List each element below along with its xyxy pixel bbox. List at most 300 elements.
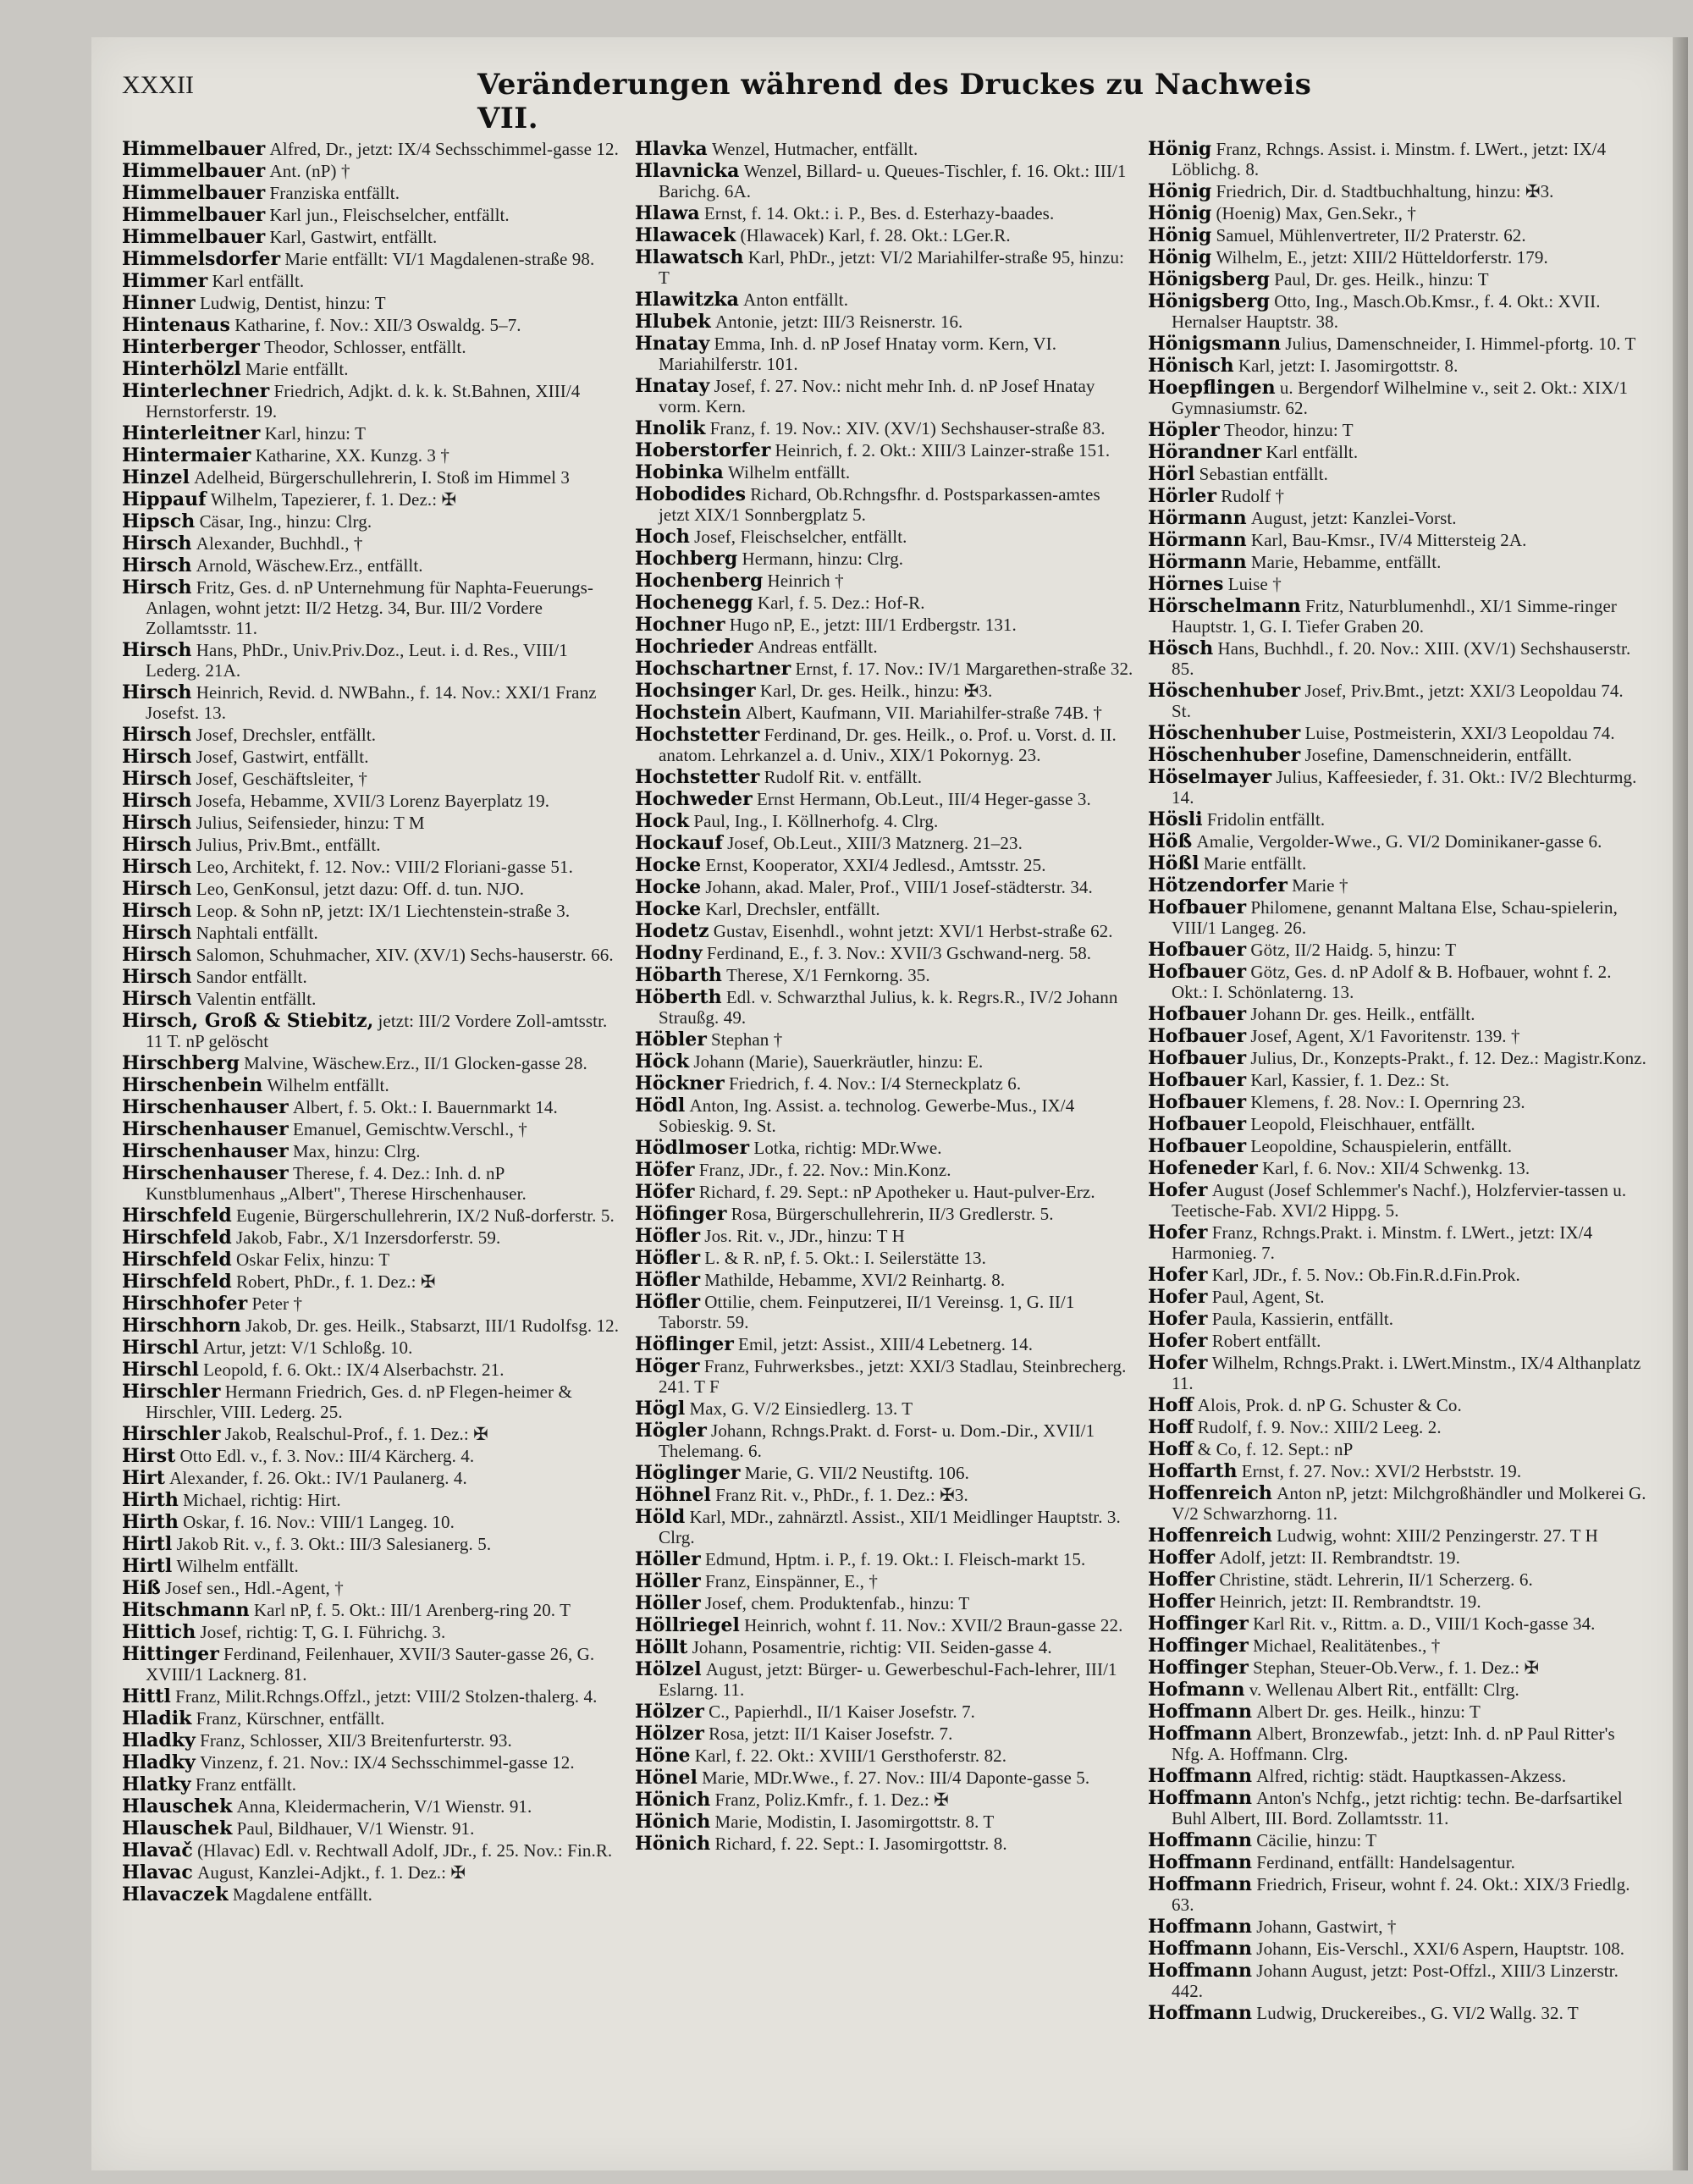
entry-name: Hösli [1148, 808, 1203, 830]
entry-detail: Marie entfällt: VI/1 Magdalenen-straße 98. [284, 249, 595, 269]
entry-name: Hirsch [122, 790, 192, 812]
entry-name: Hirschl [122, 1337, 199, 1359]
directory-entry [1148, 1417, 1647, 1437]
entry-detail: Johann, Rchngs.Prakt. d. Forst- u. Dom.-Dir., XVII/1 Thelemang. 6. [659, 1420, 1095, 1461]
entry-detail: Friedrich, Adjkt. d. k. k. St.Bahnen, XIII/4 Hernstorferstr. 19. [146, 381, 581, 422]
page-header [122, 64, 1324, 135]
directory-entry [635, 312, 1134, 332]
directory-entry [1148, 1613, 1647, 1634]
directory-entry [1148, 1309, 1647, 1329]
entry-detail: Karl, jetzt: I. Jasomirgottstr. 8. [1238, 356, 1459, 376]
entry-name: Höbler [635, 1029, 707, 1051]
entry-name: Hirsch [122, 966, 192, 988]
directory-entry [1148, 1461, 1647, 1481]
directory-entry [635, 1226, 1134, 1246]
entry-name: Hofbauer [1148, 896, 1247, 918]
entry-detail: Leop. & Sohn nP, jetzt: IX/1 Liechtenstein-straße 3. [196, 901, 571, 921]
entry-name: Hoff [1148, 1394, 1194, 1416]
directory-entry [1148, 962, 1647, 1002]
entry-detail: Josef, richtig: T, G. I. Führichg. 3. [200, 1622, 446, 1642]
entry-name: Hittl [122, 1685, 171, 1707]
entry-name: Höllt [635, 1636, 688, 1658]
entry-detail: Christine, städt. Lehrerin, II/1 Scherzerg. 6. [1219, 1569, 1533, 1590]
directory-entry [1148, 831, 1647, 852]
entry-detail: Klemens, f. 28. Nov.: I. Opernring 23. [1250, 1092, 1525, 1112]
entry-name: Höfler [635, 1269, 701, 1291]
entry-detail: Franz Rit. v., PhDr., f. 1. Dez.: ✠3. [715, 1485, 968, 1505]
directory-entry [1148, 1874, 1647, 1915]
entry-name: Hirth [122, 1511, 179, 1533]
entry-detail: Malvine, Wäschew.Erz., II/1 Glocken-gasse 28. [244, 1053, 587, 1073]
entry-detail: Rosa, jetzt: II/1 Kaiser Josefstr. 7. [709, 1723, 953, 1744]
entry-detail: Franz entfällt. [195, 1774, 297, 1795]
entry-detail: Albert, Bronzewfab., jetzt: Inh. d. nP Paul Ritter's Nfg. A. Hoffmann. Clrg. [1172, 1723, 1615, 1764]
directory-entry [1148, 1591, 1647, 1612]
entry-detail: Friedrich, f. 4. Nov.: I/4 Sterneckplatz 6. [728, 1073, 1022, 1094]
directory-entry [122, 1490, 621, 1510]
entry-detail: Anton entfällt. [743, 290, 849, 310]
entry-detail: Sandor entfällt. [196, 967, 307, 987]
entry-detail: Albert Dr. ges. Heilk., hinzu: T [1256, 1701, 1481, 1722]
entry-detail: Marie, MDr.Wwe., f. 27. Nov.: III/4 Daponte-gasse 5. [702, 1768, 1090, 1788]
entry-name: Hörnes [1148, 573, 1224, 595]
entry-detail: Karl, JDr., f. 5. Nov.: Ob.Fin.R.d.Fin.Prok. [1211, 1265, 1520, 1285]
entry-detail: Luise † [1227, 574, 1282, 594]
entry-name: Hoch [635, 526, 690, 548]
entry-detail: Karl, f. 22. Okt.: XVIII/1 Gersthoferstr. 82. [694, 1746, 1007, 1766]
entry-detail: Emil, jetzt: Assist., XIII/4 Lebetnerg. 14. [738, 1334, 1034, 1354]
entry-detail: Johann, akad. Maler, Prof., VIII/1 Josef-städterstr. 34. [705, 877, 1093, 897]
entry-detail: Leopold, Fleischhauer, entfällt. [1250, 1114, 1475, 1134]
entry-name: Himmelbauer [122, 139, 266, 160]
entry-name: Hirsch [122, 900, 192, 922]
directory-entry [635, 855, 1134, 875]
directory-entry [635, 203, 1134, 223]
page-number: XXXII [122, 71, 194, 99]
directory-entry [1148, 1547, 1647, 1568]
directory-entry [635, 1334, 1134, 1354]
entry-name: Hlauschek [122, 1817, 233, 1839]
directory-entry [635, 1593, 1134, 1613]
directory-entry [1148, 1136, 1647, 1156]
directory-entry [122, 1686, 621, 1707]
directory-entry [635, 1138, 1134, 1158]
entry-name: Hochstein [635, 702, 742, 724]
entry-name: Hönich [635, 1833, 711, 1855]
entry-name: Högler [635, 1420, 707, 1442]
entry-name: Hirschfeld [122, 1271, 232, 1293]
entry-detail: Alfred, Dr., jetzt: IX/4 Sechsschimmel-gasse 12. [269, 139, 619, 159]
entry-detail: Rudolf, f. 9. Nov.: XIII/2 Leeg. 2. [1197, 1417, 1442, 1437]
entry-name: Hirsch [122, 554, 192, 576]
entry-detail: Andreas entfällt. [758, 637, 878, 657]
directory-entry [1148, 853, 1647, 874]
entry-detail: Paul, Dr. ges. Heilk., hinzu: T [1274, 269, 1489, 290]
entry-detail: Richard, f. 22. Sept.: I. Jasomirgottstr. 8. [714, 1834, 1007, 1854]
directory-entry [635, 247, 1134, 288]
directory-entry [1148, 508, 1647, 528]
entry-name: Hirschenhauser [122, 1140, 289, 1162]
entry-name: Hörmann [1148, 507, 1247, 529]
directory-entry [122, 1293, 621, 1314]
entry-name: Hirt [122, 1467, 165, 1489]
entry-detail: Leopoldine, Schauspielerin, entfällt. [1250, 1136, 1513, 1156]
directory-entry [635, 571, 1134, 591]
directory-entry [1148, 225, 1647, 245]
entry-detail: Ferdinand, E., f. 3. Nov.: XVII/3 Gschwand-nerg. 58. [706, 943, 1092, 963]
directory-entry [635, 1701, 1134, 1722]
directory-entry [122, 423, 621, 444]
entry-detail: Michael, Realitätenbes., † [1253, 1635, 1441, 1656]
entry-name: Höberth [635, 986, 722, 1008]
entry-name: Hönig [1148, 139, 1212, 160]
directory-entry [1148, 291, 1647, 332]
directory-entry [122, 1730, 621, 1751]
entry-detail: Ferdinand, entfällt: Handelsagentur. [1256, 1852, 1515, 1872]
entry-name: Hönich [635, 1811, 711, 1833]
entry-detail: Wilhelm, E., jetzt: XIII/2 Hütteldorferstr. 179. [1216, 247, 1548, 267]
entry-detail: Marie entfällt. [245, 359, 349, 379]
directory-entry [1148, 1657, 1647, 1678]
entry-detail: Paul, Ing., I. Köllnerhofg. 4. Clrg. [693, 811, 939, 831]
entry-name: Hodny [635, 942, 703, 964]
entry-detail: Paul, Bildhauer, V/1 Wienstr. 91. [236, 1818, 475, 1839]
entry-name: Hochner [635, 614, 725, 636]
directory-columns [122, 139, 1646, 2154]
directory-entry [1148, 203, 1647, 223]
entry-detail: C., Papierhdl., II/1 Kaiser Josefstr. 7. [709, 1701, 976, 1722]
entry-detail: Karl, f. 5. Dez.: Hof-R. [757, 593, 925, 613]
entry-detail: August, Kanzlei-Adjkt., f. 1. Dez.: ✠ [197, 1862, 466, 1883]
entry-detail: Ant. (nP) † [269, 161, 350, 181]
entry-detail: Josefa, Hebamme, XVII/3 Lorenz Bayerplatz 19. [196, 791, 550, 811]
entry-name: Hodetz [635, 920, 709, 942]
entry-detail: Wilhelm, Tapezierer, f. 1. Dez.: ✠ [210, 489, 457, 510]
entry-name: Hlavnicka [635, 160, 740, 182]
entry-detail: Stephan † [711, 1029, 783, 1050]
entry-detail: Franz, JDr., f. 22. Nov.: Min.Konz. [698, 1160, 951, 1180]
directory-entry [1148, 1483, 1647, 1524]
directory-entry [1148, 1635, 1647, 1656]
entry-name: Himmelbauer [122, 182, 266, 204]
entry-name: Hitschmann [122, 1599, 250, 1621]
entry-name: Hirschl [122, 1359, 199, 1381]
entry-name: Himmer [122, 270, 208, 292]
entry-name: Hönig [1148, 246, 1212, 268]
entry-detail: (Hlawacek) Karl, f. 28. Okt.: LGer.R. [740, 225, 1011, 245]
entry-detail: Rudolf Rit. v. entfällt. [764, 767, 923, 787]
entry-name: Hönigsmann [1148, 333, 1282, 355]
entry-name: Hlavač [122, 1839, 193, 1861]
entry-name: Höselmayer [1148, 766, 1272, 788]
entry-detail: Ludwig, Dentist, hinzu: T [199, 293, 386, 313]
entry-name: Hochenberg [635, 570, 764, 592]
entry-detail: Heinrich, Revid. d. NWBahn., f. 14. Nov.: XXI/1 Franz Josefst. 13. [146, 682, 597, 723]
directory-entry [1148, 1070, 1647, 1090]
column-1 [122, 139, 621, 2154]
entry-name: Höller [635, 1592, 701, 1614]
entry-name: Hirsch [122, 922, 192, 944]
entry-detail: Karl Rit. v., Rittm. a. D., VIII/1 Koch-gasse 34. [1253, 1613, 1596, 1634]
directory-entry [1148, 1222, 1647, 1263]
directory-entry [635, 767, 1134, 787]
directory-entry [122, 1163, 621, 1204]
entry-detail: Albert, Kaufmann, VII. Mariahilfer-straße 74B. † [746, 703, 1102, 723]
entry-detail: Karl jun., Fleischselcher, entfällt. [269, 205, 510, 225]
directory-entry [122, 1622, 621, 1642]
entry-detail: Ernst, Kooperator, XXI/4 Jedlesd., Amtsstr. 25. [705, 855, 1046, 875]
directory-entry [635, 1659, 1134, 1700]
directory-entry [635, 484, 1134, 525]
entry-detail: Julius, Damenschneider, I. Himmel-pfortg. 10. T [1285, 334, 1636, 354]
entry-detail: v. Wellenau Albert Rit., entfällt: Clrg. [1249, 1679, 1519, 1700]
entry-name: Hlatky [122, 1773, 191, 1795]
entry-detail: Josef, Geschäftsleiter, † [196, 769, 368, 789]
entry-name: Hoffer [1148, 1547, 1216, 1569]
entry-detail: Franz, Rchngs.Prakt. i. Minstm. f. LWert., jetzt: IX/4 Harmonieg. 7. [1172, 1222, 1593, 1263]
entry-name: Hocke [635, 876, 702, 898]
entry-detail: Karl entfällt. [212, 271, 305, 291]
entry-detail: Paula, Kassierin, entfällt. [1211, 1309, 1394, 1329]
entry-name: Hörl [1148, 463, 1195, 485]
entry-detail: Adolf, jetzt: II. Rembrandtstr. 19. [1219, 1547, 1460, 1568]
entry-detail: Friedrich, Friseur, wohnt f. 24. Okt.: XIX/3 Friedlg. 63. [1172, 1874, 1630, 1915]
entry-name: Höfer [635, 1159, 695, 1181]
entry-name: Hlawitzka [635, 289, 739, 311]
entry-name: Hösch [1148, 637, 1214, 659]
directory-entry [1148, 574, 1647, 594]
directory-entry [122, 271, 621, 291]
entry-name: Höllriegel [635, 1614, 740, 1636]
entry-detail: Otto, Ing., Masch.Ob.Kmsr., f. 4. Okt.: XVII. Hernalser Hauptstr. 38. [1172, 291, 1601, 332]
directory-entry [122, 879, 621, 899]
directory-entry [635, 225, 1134, 245]
entry-detail: Philomene, genannt Maltana Else, Schau-spielerin, VIII/1 Langeg. 26. [1172, 897, 1618, 938]
entry-detail: Rudolf † [1221, 486, 1285, 506]
entry-detail: Edl. v. Schwarzthal Julius, k. k. Regrs.R., IV/2 Johann Straußg. 49. [659, 987, 1118, 1028]
entry-name: Hößl [1148, 852, 1199, 874]
entry-detail: Franz, Milit.Rchngs.Offzl., jetzt: VIII/2 Stolzen-thalerg. 4. [175, 1686, 598, 1707]
directory-entry [1148, 1569, 1647, 1590]
entry-detail: Wilhelm, Rchngs.Prakt. i. LWert.Minstm., IX/4 Althanplatz 11. [1172, 1353, 1641, 1393]
entry-name: Hoffmann [1148, 1701, 1253, 1723]
directory-entry [1148, 356, 1647, 376]
directory-entry [122, 989, 621, 1009]
directory-entry [1148, 530, 1647, 550]
entry-detail: Marie, Hebamme, entfällt. [1250, 552, 1442, 572]
entry-detail: Marie entfällt. [1203, 853, 1307, 874]
entry-detail: Jakob, Dr. ges. Heilk., Stabsarzt, III/1 Rudolfsg. 12. [245, 1315, 620, 1336]
entry-name: Höhnel [635, 1484, 711, 1506]
entry-name: Hinterlechner [122, 380, 270, 402]
directory-entry [122, 1468, 621, 1488]
entry-name: Hörler [1148, 485, 1216, 507]
entry-name: Hirsch [122, 944, 192, 966]
directory-entry [635, 987, 1134, 1028]
directory-entry [635, 965, 1134, 985]
entry-detail: Theodor, hinzu: T [1224, 420, 1354, 440]
directory-entry [635, 615, 1134, 635]
entry-name: Hirschfeld [122, 1249, 232, 1271]
entry-detail: Jakob Rit. v., f. 3. Okt.: III/3 Salesianerg. 5. [176, 1534, 492, 1554]
entry-detail: Naphtali entfällt. [196, 923, 318, 943]
directory-entry [635, 1270, 1134, 1290]
entry-detail: Stephan, Steuer-Ob.Verw., f. 1. Dez.: ✠ [1253, 1657, 1540, 1678]
entry-name: Himmelbauer [122, 226, 266, 248]
entry-name: Hirsch [122, 988, 192, 1010]
entry-detail: Salomon, Schuhmacher, XIV. (XV/1) Sechs-hauserstr. 66. [196, 945, 614, 965]
directory-entry [122, 511, 621, 532]
entry-detail: Mathilde, Hebamme, XVI/2 Reinhartg. 8. [704, 1270, 1006, 1290]
entry-name: Hobinka [635, 461, 724, 483]
entry-name: Hipsch [122, 510, 196, 532]
entry-detail: Karl, hinzu: T [264, 423, 367, 444]
entry-name: Hocke [635, 898, 702, 920]
entry-detail: Friedrich, Dir. d. Stadtbuchhaltung, hinzu: ✠3. [1216, 181, 1554, 201]
entry-detail: Wenzel, Hutmacher, entfällt. [711, 139, 918, 159]
entry-detail: Fritz, Naturblumenhdl., XI/1 Simme-ringer Hauptstr. 1, G. I. Tiefer Graben 20. [1172, 596, 1617, 637]
directory-entry [1148, 1158, 1647, 1178]
directory-entry [1148, 1525, 1647, 1546]
entry-name: Hofeneder [1148, 1157, 1258, 1179]
entry-name: Hörmann [1148, 551, 1247, 573]
entry-detail: Ferdinand, Dr. ges. Heilk., o. Prof. u. Vorst. d. II. anatom. Lehrkanzel a. d. Univ., XIX/1 Pokornyg. 23. [659, 725, 1117, 765]
entry-name: Hock [635, 810, 690, 832]
entry-name: Hinterleitner [122, 422, 261, 444]
directory-entry [122, 315, 621, 335]
directory-entry [122, 205, 621, 225]
directory-entry [635, 1073, 1134, 1094]
directory-entry [635, 899, 1134, 919]
directory-entry [122, 337, 621, 357]
directory-entry [122, 577, 621, 638]
entry-detail: August, jetzt: Kanzlei-Vorst. [1250, 508, 1457, 528]
directory-entry [1148, 1723, 1647, 1764]
directory-entry [1148, 1788, 1647, 1828]
entry-detail: Franz, Rchngs. Assist. i. Minstm. f. LWert., jetzt: IX/4 Löblichg. 8. [1172, 139, 1607, 179]
directory-entry [1148, 1004, 1647, 1024]
directory-entry [1148, 1939, 1647, 1959]
entry-detail: Franz, Schlosser, XII/3 Breitenfurterstr. 93. [200, 1730, 512, 1751]
directory-entry [1148, 442, 1647, 462]
entry-detail: Hans, Buchhdl., f. 20. Nov.: XIII. (XV/1) Sechshauserstr. 85. [1172, 638, 1631, 679]
directory-entry [1148, 745, 1647, 765]
entry-detail: Ernst, f. 27. Nov.: XVI/2 Herbststr. 19. [1241, 1461, 1522, 1481]
directory-entry [122, 1271, 621, 1292]
entry-name: Hnatay [635, 375, 710, 397]
entry-detail: Anton, Ing. Assist. a. technolog. Gewerbe-Mus., IX/4 Sobieskig. 9. St. [659, 1095, 1075, 1136]
entry-detail: Cäcilie, hinzu: T [1256, 1830, 1377, 1850]
directory-entry [1148, 486, 1647, 506]
entry-name: Hoffinger [1148, 1657, 1249, 1679]
entry-detail: Magdalene entfällt. [232, 1884, 372, 1905]
entry-name: Hofbauer [1148, 961, 1247, 983]
entry-detail: & Co, f. 12. Sept.: nP [1197, 1439, 1354, 1459]
entry-name: Hirsch [122, 532, 192, 554]
directory-entry [1148, 1114, 1647, 1134]
directory-entry [635, 334, 1134, 374]
entry-detail: Karl, Kassier, f. 1. Dez.: St. [1250, 1070, 1450, 1090]
entry-name: Höne [635, 1745, 691, 1767]
entry-name: Hofbauer [1148, 939, 1247, 961]
entry-name: Himmelsdorfer [122, 248, 281, 270]
entry-name: Hönisch [1148, 355, 1234, 377]
directory-entry [122, 640, 621, 681]
entry-name: Hocke [635, 854, 702, 876]
directory-entry [1148, 1395, 1647, 1415]
entry-name: Hödl [635, 1095, 686, 1117]
directory-entry [122, 1119, 621, 1139]
entry-name: Högl [635, 1398, 686, 1420]
directory-entry [1148, 638, 1647, 679]
entry-detail: Josef, f. 27. Nov.: nicht mehr Inh. d. nP Josef Hnatay vorm. Kern. [659, 376, 1095, 416]
directory-entry [1148, 875, 1647, 896]
entry-name: Hirsch [122, 834, 192, 856]
directory-entry [122, 249, 621, 269]
entry-name: Hirsch [122, 681, 192, 703]
directory-entry [635, 462, 1134, 483]
directory-entry [122, 1796, 621, 1817]
entry-name: Hoffinger [1148, 1613, 1249, 1635]
directory-entry [1148, 767, 1647, 808]
entry-name: Hladky [122, 1729, 196, 1751]
directory-entry [635, 789, 1134, 809]
directory-entry [635, 1834, 1134, 1854]
entry-name: Hlawa [635, 202, 700, 224]
directory-entry [1148, 139, 1647, 179]
directory-entry [1148, 1092, 1647, 1112]
directory-page [91, 37, 1683, 2170]
entry-detail: Johann, Eis-Verschl., XXI/6 Aspern, Hauptstr. 108. [1256, 1939, 1625, 1959]
entry-detail: Richard, f. 29. Sept.: nP Apotheker u. Haut-pulver-Erz. [698, 1182, 1095, 1202]
directory-entry [1148, 1180, 1647, 1221]
entry-detail: Leo, GenKonsul, jetzt dazu: Off. d. tun. NJO. [196, 879, 525, 899]
directory-entry [635, 161, 1134, 201]
entry-name: Hönig [1148, 224, 1212, 246]
directory-entry [635, 1723, 1134, 1744]
directory-entry [1148, 1830, 1647, 1850]
directory-entry [122, 1075, 621, 1095]
entry-detail: Emanuel, Gemischtw.Verschl., † [292, 1119, 527, 1139]
entry-detail: Ludwig, wohnt: XIII/2 Penzingerstr. 27. T H [1277, 1525, 1598, 1546]
entry-detail: Therese, f. 4. Dez.: Inh. d. nP Kunstblumenhaus „Albert", Therese Hirschenhauser. [146, 1163, 527, 1204]
entry-name: Hirsch [122, 576, 192, 598]
entry-name: Höschenhuber [1148, 680, 1301, 702]
entry-detail: Richard, Ob.Rchngsfhr. d. Postsparkassen-amtes jetzt XIX/1 Sonnbergplatz 5. [659, 484, 1100, 525]
entry-name: Hofer [1148, 1286, 1208, 1308]
entry-detail: Cäsar, Ing., hinzu: Clrg. [199, 511, 372, 532]
directory-entry [122, 1862, 621, 1883]
entry-detail: Hugo nP, E., jetzt: III/1 Erdbergstr. 131. [729, 615, 1017, 635]
directory-entry [122, 923, 621, 943]
directory-entry [635, 1398, 1134, 1419]
entry-detail: Karl entfällt. [1266, 442, 1359, 462]
entry-detail: Jakob, Realschul-Prof., f. 1. Dez.: ✠ [224, 1424, 488, 1444]
directory-entry [635, 1356, 1134, 1397]
entry-detail: Marie, Modistin, I. Jasomirgottstr. 8. T [714, 1812, 995, 1832]
directory-entry [1148, 1679, 1647, 1700]
entry-name: Höfler [635, 1225, 701, 1247]
directory-entry [635, 1790, 1134, 1810]
directory-entry [1148, 1048, 1647, 1068]
entry-name: Hochschartner [635, 658, 791, 680]
entry-name: Hirsch, Groß & Stiebitz, [122, 1010, 374, 1032]
entry-name: Hirschler [122, 1423, 221, 1445]
entry-name: Hirschenhauser [122, 1162, 289, 1184]
entry-detail: Anna, Kleidermacherin, V/1 Wienstr. 91. [236, 1796, 532, 1817]
entry-name: Hnatay [635, 333, 710, 355]
entry-name: Hoffmann [1148, 2002, 1253, 2024]
